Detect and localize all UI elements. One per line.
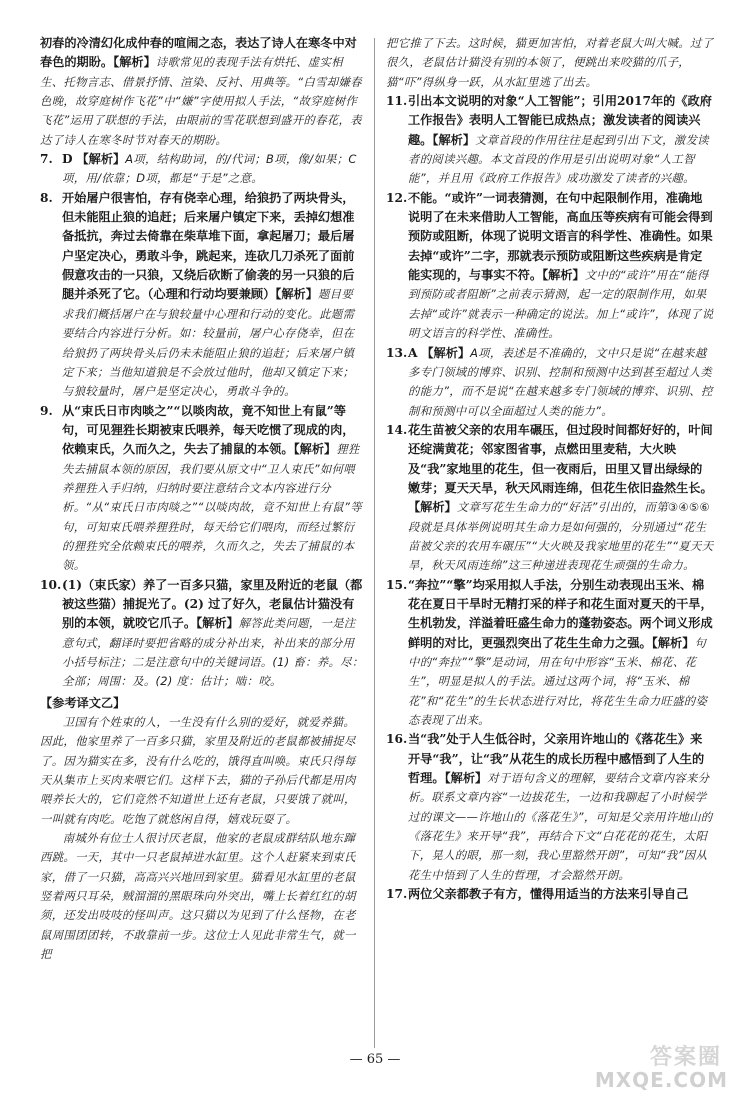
question-16-explanation: 对于语句含义的理解，要结合文章内容来分析。联系文章内容“一边拔花生，一边和我聊起了小时候学过的课文——许地山的《落花生》”，可知是父亲用许地山的《落花生》来开导“我”，再结合下文“白花花的花生，太阳下，晃人的眼，那一刻，我心里豁然开朗”，可知“我”因从花生中悟到了人生的哲理，才会豁然开朗。 xyxy=(408,771,713,882)
question-13-answer: A xyxy=(408,345,418,360)
analysis-label: 【解析】 xyxy=(444,771,488,786)
question-9-answer: 从“束氏日市肉啖之”“以啖肉故，竟不知世上有鼠”等句，可见狸狌长期被束氏喂养，每天吃惯了现成的肉，依赖束氏，久而久之，失去了捕鼠的本领。 xyxy=(62,403,355,457)
question-9-explanation: 狸狌失去捕鼠本领的原因，我们要从原文中“卫人束氏”如何喂养狸狌入手归纳，归纳时要注意结合文本内容进行分析。“从“束氏日市肉啖之”“以啖肉故，竟不知世上有鼠”等句，可知束氏喂养狸狌时，每天给它们喂肉，而经过繁衍的狸狌究全依赖束氏的喂养，久而久之，失去了捕鼠的本领。 xyxy=(62,442,362,573)
intro-answer: 初春的冷清幻化成仲春的喧闹之态，表达了诗人在寒冬中对春色的期盼。 xyxy=(40,36,357,70)
question-number: 10. xyxy=(40,577,62,592)
question-17-answer: 两位父亲都教子有方，懂得用适当的方法来引导自己 xyxy=(408,887,689,902)
question-number: 14. xyxy=(386,422,408,437)
analysis-label: 【解析】 xyxy=(275,287,318,302)
page-number: — 65 — xyxy=(349,1052,401,1067)
question-7-explanation: A项，结构助词，的/代词；B项，像/如果；C项，用/依靠；D项，都是“于是”之意。 xyxy=(62,152,357,186)
question-7 xyxy=(40,150,364,189)
question-10 xyxy=(40,576,364,692)
translation-paragraph: 南城外有位士人很讨厌老鼠，他家的老鼠成群结队地东蹿西跳。一天，其中一只老鼠掉进水缸里。这个人赶紧来到束氏家，借了一只猫，高高兴兴地回到家里。猫看见水缸里的老鼠竖着两只耳朵，贼溜溜的黑眼珠向外突出，嘴上长着红红的胡须，还发出吱吱的怪叫声。这只猫以为见到了什么怪物，在老鼠周围团团转，不敢靠前一步。这位士人见此非常生气，就一把 xyxy=(40,831,356,962)
question-12-explanation: 文中的“或许”用在“能得到预防或者阻断”之前表示猜测，起一定的限制作用，如果去掉“或许”就表示一种确定的说法。加上“或许”，体现了说明文语言的科学性、准确性。 xyxy=(408,268,714,341)
translation-continuation: 把它推了下去。这时候，猫更加害怕，对着老鼠大叫大喊。过了很久，老鼠估计猫没有别的本领了，便跳出来咬猫的爪子，猫“吓”得纵身一跃，从水缸里逃了出去。 xyxy=(386,36,714,89)
question-number: 17. xyxy=(386,887,408,902)
question-number: 8. xyxy=(40,190,53,205)
question-number: 9. xyxy=(40,403,53,418)
question-7-answer: D xyxy=(62,152,73,167)
analysis-label: 【解析】 xyxy=(408,500,457,515)
left-column xyxy=(40,34,364,965)
question-11-answer: 引出本文说明的对象“人工智能”；引用2017年的《政府工作报告》表明人工智能已成热点；激发读者的阅读兴趣。 xyxy=(408,94,712,147)
question-13-explanation: A项，表述是不准确的，文中只是说“在越来越多专门领域的博弈、识别、控制和预测中达到甚至超过人类的能力”，而不是说“在越来越多专门领域的博弈、识别、控制和预测中可以全面超过人类的能力”。 xyxy=(408,345,713,418)
analysis-label: 【解析】 xyxy=(76,152,126,167)
question-15-answer: “奔拉”“擎”均采用拟人手法，分别生动表现出玉米、棉花在夏日干旱时无精打采的样子和花生面对夏天的干旱，生机勃发，洋溢着旺盛生命力的蓬勃姿态。两个词义形成鲜明的对比，更强烈突出了花生生命力之强。 xyxy=(408,577,713,650)
question-10-answer: (1)（束氏家）养了一百多只猫，家里及附近的老鼠（都被这些猫）捕捉光了。(2) 过了好久，老鼠估计猫没有别的本领，就咬它爪子。 xyxy=(62,577,363,631)
question-17 xyxy=(386,885,714,904)
question-8 xyxy=(40,189,364,402)
question-16 xyxy=(386,730,714,885)
watermark-logo xyxy=(594,1040,742,1094)
question-16-answer: 当“我”处于人生低谷时，父亲用许地山的《落花生》来开导“我”，让“我”从花生的成长历程中感悟到了人生的哲理。 xyxy=(408,732,705,786)
question-8-explanation: 题目要求我们概括屠户在与狼较量中心理和行动的变化。此题需要结合内容进行分析。如：较量前，屠户心存侥幸，但在给狼扔了两块骨头后仍未未能阻止狼的追赶；后来屠户镇定下来；当他知道狼是不会放过他时，他却又镇定下来；与狼较量时，屠户是坚定决心，勇敢斗争的。 xyxy=(62,287,355,399)
analysis-label: 【解析】 xyxy=(293,442,337,457)
watermark-latin: MXQE.COM xyxy=(594,1068,728,1092)
analysis-label: 【解析】 xyxy=(113,55,156,70)
question-number: 16. xyxy=(386,732,408,747)
analysis-label: 【解析】 xyxy=(421,345,471,360)
question-14 xyxy=(386,421,714,576)
question-9 xyxy=(40,402,364,576)
question-10-explanation: 解答此类问题，一是注意句式，翻译时要把省略的成分补出来，补出来的部分用小括号标注；二是注意句中的关键词语。(1) 畜：养。尽：全部；周围：及。(2) 度：估计；啮：咬。 xyxy=(62,616,364,689)
reference-translation-title: 【参考译文乙】 xyxy=(40,695,126,710)
question-14-explanation: 文章写花生生命力的“好活”引出的，而第③④⑤⑥段就是具体举例说明其生命力是如何强的，分别通过“花生苗被父亲的农用车碾压”“大火映及我家地里的花生”“夏天天旱，秋天风雨连绵”这三种递进表现花生顽强的生命力。 xyxy=(408,500,714,573)
right-column xyxy=(386,34,714,904)
question-8-answer: 开始屠户很害怕，存有侥幸心理，给狼扔了两块骨头，但未能阻止狼的追赶；后来屠户镇定下来，丢掉幻想准备抵抗，奔过去倚靠在柴草堆下面，拿起屠刀；最后屠户坚定决心，勇敢斗争，跳起来，连砍几刀杀死了面前假意攻击的一只狼，又绕后砍断了偷袭的另一只狼的后腿并杀死了它。（心理和行动均要兼顾） xyxy=(62,190,355,302)
question-number: 11. xyxy=(386,94,408,109)
question-number: 13. xyxy=(386,345,408,360)
question-12-answer: 不能。“或许”一词表猜测，在句中起限制作用，准确地说明了在未来借助人工智能，高血压等疾病有可能会得到预防或阻断，体现了说明文语言的科学性、准确性。如果去掉“或许”二字，那就表示预防或阻断这些疾病是肯定能实现的，与事实不符。 xyxy=(408,190,713,283)
question-number: 12. xyxy=(386,190,408,205)
question-15-explanation: 句中的“奔拉”“擎”是动词，用在句中形容“玉米、棉花、花生”，明显是拟人的手法。通过这两个词，将“玉米、棉花”和“花生”的生长状态进行对比，将花生生命力旺盛的姿态表现了出来。 xyxy=(408,635,708,728)
analysis-label: 【解析】 xyxy=(432,132,476,147)
question-number: 7. xyxy=(40,152,53,167)
intro-answer-block xyxy=(40,34,364,150)
question-14-answer: 花生苗被父亲的农用车碾压，但过段时间都好好的，叶间还绽满黄花；邻家图省事，点燃田里麦秸，大火映及“我”家地里的花生，但一夜雨后，田里又冒出绿绿的嫩芽；夏天天旱，秋天风雨连绵，但花生依旧盎然生长。 xyxy=(408,422,713,495)
analysis-label: 【解析】 xyxy=(651,635,695,650)
question-11-explanation: 文章首段的作用往往是起到引出下文，激发读者的阅读兴趣。本文首段的作用是引出说明对象“人工智能”，并且用《政府工作报告》成功激发了读者的兴趣。 xyxy=(408,132,709,186)
question-number: 15. xyxy=(386,577,408,592)
question-11 xyxy=(386,92,714,189)
column-divider xyxy=(374,38,375,1048)
intro-explanation: 诗歌常见的表现手法有烘托、虚实相生、托物言志、借景抒情、渲染、反衬、用典等。“白雪却嫌春色晚，故穿庭树作飞花”中“嫌”字使用拟人手法，“故穿庭树作飞花”运用了联想的手法，由眼前的雪花联想到盛开的春花，表达了诗人在寒冬时节对春天的期盼。 xyxy=(40,55,362,147)
watermark-cn: 答案圈 xyxy=(649,1045,722,1070)
analysis-label: 【解析】 xyxy=(196,616,239,631)
question-12 xyxy=(386,189,714,344)
translation-paragraph: 卫国有个姓束的人，一生没有什么别的爱好，就爱养猫。因此，他家里养了一百多只猫，家里及附近的老鼠都被捕捉尽了。因为猫实在多，没有什么吃的，饿得直叫唤。束氏只得每天从集市上买肉来喂它们。这样下去，猫的子孙后代都是用肉喂养长大的，它们竟然不知道世上还有老鼠，只要饿了就叫，一叫就有肉吃。吃饱了就悠闲自得，嬉戏玩耍了。 xyxy=(40,715,356,826)
analysis-label: 【解析】 xyxy=(542,268,585,283)
question-13 xyxy=(386,344,714,421)
question-15 xyxy=(386,576,714,731)
